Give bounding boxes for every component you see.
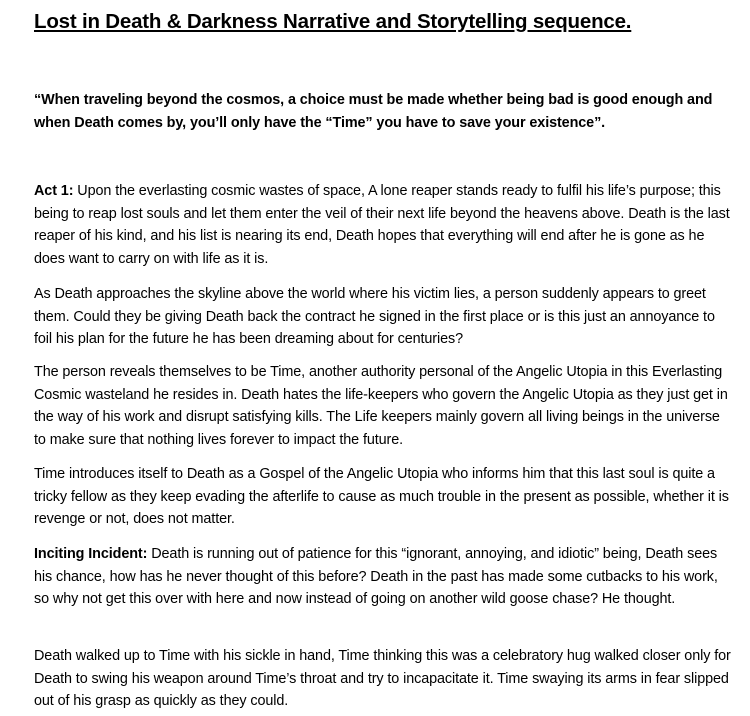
- paragraph-text: The person reveals themselves to be Time, another authority personal of the Angelic Utopia in this Everlasting Cosmic wasteland he resides in. Death hates the life-keepers who govern the Angelic Utopia as they just get in the way of his work and disrupt satisfying kills. The Life keepers mainly govern all living beings in the universe to make sure that nothing lives forever to impact the future.: [34, 364, 728, 448]
- paragraph-death-walked: [34, 645, 734, 713]
- paragraph-inciting-incident: [34, 543, 734, 611]
- paragraph-time-introduces: [34, 463, 734, 531]
- document-title: Lost in Death & Darkness Narrative and Storytelling sequence.: [34, 10, 632, 33]
- opening-quote: “When traveling beyond the cosmos, a choice must be made whether being bad is good enough and when Death comes by, you’ll only have the “Time” you have to save your existence”.: [34, 92, 713, 131]
- paragraph-text: Upon the everlasting cosmic wastes of space, A lone reaper stands ready to fulfil his life’s purpose; this being to reap lost souls and let them enter the veil of their next life beyond the heavens above. Death is the last reaper of his kind, and his list is nearing its end, Death hopes that everything will end after he is gone as he does want to carry on with life as it is.: [34, 183, 730, 267]
- paragraph-act-1: [34, 180, 734, 270]
- paragraph-text: Time introduces itself to Death as a Gospel of the Angelic Utopia who informs him that this last soul is quite a tricky fellow as they keep evading the afterlife to cause as much trouble in the present as possible, whether it is revenge or not, does not matter.: [34, 466, 729, 527]
- paragraph-death-approaches: [34, 283, 734, 351]
- paragraph-text: Death is running out of patience for this “ignorant, annoying, and idiotic” being, Death sees his chance, how has he never thought of this before? Death in the past has made some cutbacks to his work, so why not get this over with here and now instead of going on another wild goose chase? He thought.: [34, 546, 718, 607]
- paragraph-text: As Death approaches the skyline above the world where his victim lies, a person suddenly appears to greet them. Could they be giving Death back the contract he signed in the first place or is this just an annoyance to foil his plan for the future he has been dreaming about for centuries?: [34, 286, 715, 347]
- paragraph-time-reveals: [34, 361, 734, 451]
- paragraph-lead: Act 1:: [34, 183, 74, 199]
- paragraph-lead: Inciting Incident:: [34, 546, 148, 562]
- paragraph-text: Death walked up to Time with his sickle in hand, Time thinking this was a celebratory hug walked closer only for Death to swing his weapon around Time’s throat and try to incapacitate it. Time swaying its arms in fear slipped out of his grasp as quickly as they could.: [34, 648, 731, 709]
